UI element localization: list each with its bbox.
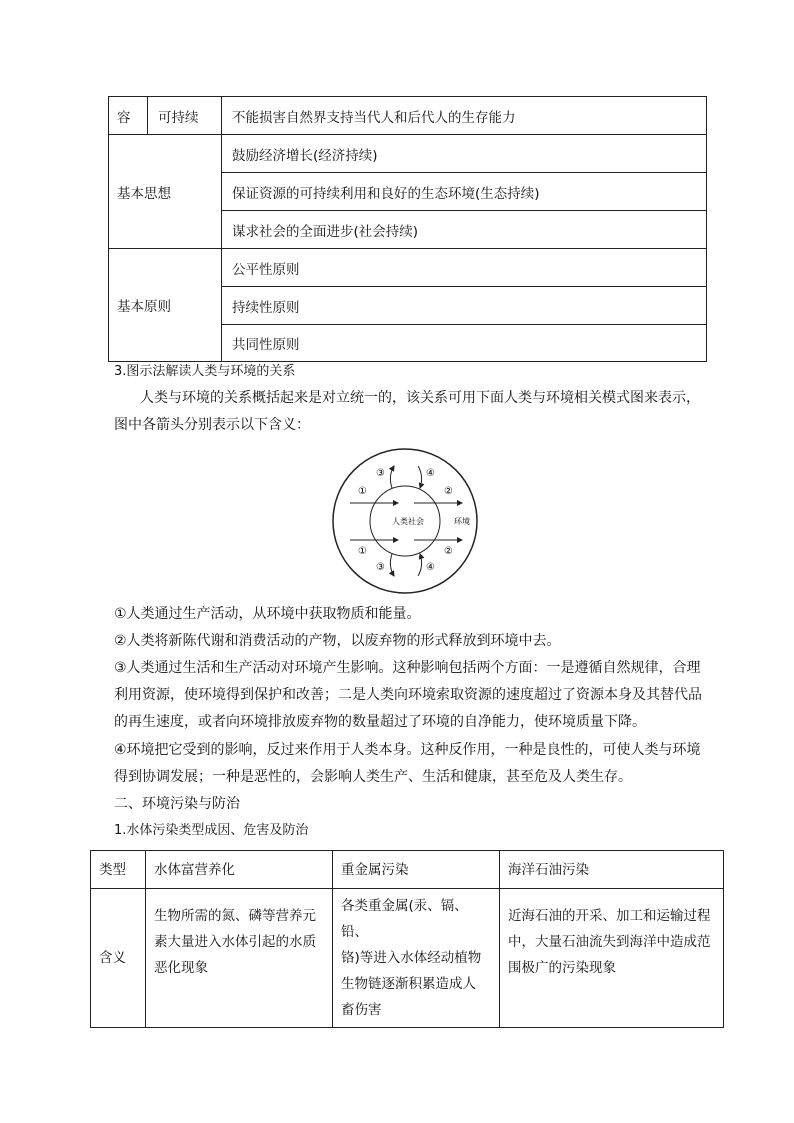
marker-2: ② bbox=[444, 486, 453, 497]
header-cell: 水体富营养化 bbox=[146, 851, 333, 889]
basic-thought-item: 保证资源的可持续利用和良好的生态环境(生态持续) bbox=[222, 173, 707, 211]
marker-2: ② bbox=[444, 546, 453, 557]
basic-principle-item: 共同性原则 bbox=[222, 325, 707, 362]
meaning-3: 的再生速度，或者向环境排放废弃物的数量超过了环境的自净能力，使环境质量下降。 bbox=[114, 714, 646, 730]
meaning-3: ③人类通过生活和生产活动对环境产生影响。这种影响包括两个方面：一是遵循自然规律，合理 bbox=[114, 660, 701, 676]
intro-line: 图中各箭头分别表示以下含义： bbox=[114, 417, 310, 433]
section-two-sub: 1.水体污染类型成因、危害及防治 bbox=[114, 823, 309, 838]
cell-line: 围极广的污染现象 bbox=[508, 960, 616, 976]
cell-line: 近海石油的开采、加工和运输过程 bbox=[508, 908, 711, 924]
cell-line: 中，大量石油流失到海洋中造成范 bbox=[508, 934, 711, 950]
marker-4: ④ bbox=[426, 562, 435, 573]
basic-principle-item: 持续性原则 bbox=[222, 287, 707, 325]
basic-thought-label: 基本思想 bbox=[109, 135, 222, 249]
cell-kechixu: 可持续 bbox=[148, 97, 222, 135]
cell-line: 素大量进入水体引起的水质 bbox=[154, 934, 316, 950]
header-cell: 类型 bbox=[91, 851, 146, 889]
cell-line: 生物链逐渐积累造成人 bbox=[341, 976, 476, 992]
cell-kechixu-desc: 不能损害自然界支持当代人和后代人的生存能力 bbox=[222, 97, 707, 135]
row-label: 含义 bbox=[91, 889, 146, 1028]
section3-heading: 3.图示法解读人类与环境的关系 bbox=[114, 364, 296, 379]
eutrophication-cell bbox=[146, 889, 333, 1028]
heavy-metal-cell bbox=[333, 889, 500, 1028]
environment-label: 环境 bbox=[454, 517, 470, 526]
meaning-3: 利用资源，使环境得到保护和改善；二是人类向环境索取资源的速度超过了资源本身及其替代品 bbox=[114, 687, 702, 703]
cell-line: 铬)等进入水体经动植物 bbox=[341, 950, 482, 966]
intro-line: 人类与环境的关系概括起来是对立统一的，该关系可用下面人类与环境相关模式图来表示， bbox=[140, 390, 700, 406]
cell-line: 畜伤害 bbox=[341, 1002, 382, 1018]
basic-principle-item: 公平性原则 bbox=[222, 249, 707, 287]
oil-pollution-cell bbox=[500, 889, 724, 1028]
header-cell: 重金属污染 bbox=[333, 851, 500, 889]
meaning-2: ②人类将新陈代谢和消费活动的产物，以废弃物的形式释放到环境中去。 bbox=[114, 633, 561, 649]
water-pollution-table bbox=[90, 850, 724, 1028]
basic-principle-label: 基本原则 bbox=[109, 249, 222, 362]
meaning-4: ④环境把它受到的影响，反过来作用于人类本身。这种反作用，一种是良性的，可使人类与环境 bbox=[114, 742, 701, 758]
cell-line: 恶化现象 bbox=[154, 960, 208, 976]
header-cell: 海洋石油污染 bbox=[500, 851, 724, 889]
marker-1: ① bbox=[358, 546, 367, 557]
human-environment-diagram bbox=[330, 446, 480, 596]
section-two-heading: 二、环境污染与防治 bbox=[114, 796, 240, 812]
marker-3: ③ bbox=[376, 468, 385, 479]
meaning-1: ①人类通过生产活动，从环境中获取物质和能量。 bbox=[114, 606, 421, 622]
society-label: 人类社会 bbox=[392, 517, 424, 526]
marker-1: ① bbox=[358, 486, 367, 497]
basic-thought-item: 谋求社会的全面进步(社会持续) bbox=[222, 211, 707, 249]
cell-line: 生物所需的氮、磷等营养元 bbox=[154, 908, 316, 924]
sustainability-table bbox=[108, 96, 707, 362]
marker-3: ③ bbox=[376, 562, 385, 573]
cell-line: 各类重金属(汞、镉、铅、 bbox=[341, 898, 468, 940]
marker-4: ④ bbox=[426, 468, 435, 479]
meaning-4: 得到协调发展；一种是恶性的，会影响人类生产、生活和健康，甚至危及人类生存。 bbox=[114, 769, 632, 785]
cell-rong: 容 bbox=[109, 97, 148, 135]
basic-thought-item: 鼓励经济增长(经济持续) bbox=[222, 135, 707, 173]
